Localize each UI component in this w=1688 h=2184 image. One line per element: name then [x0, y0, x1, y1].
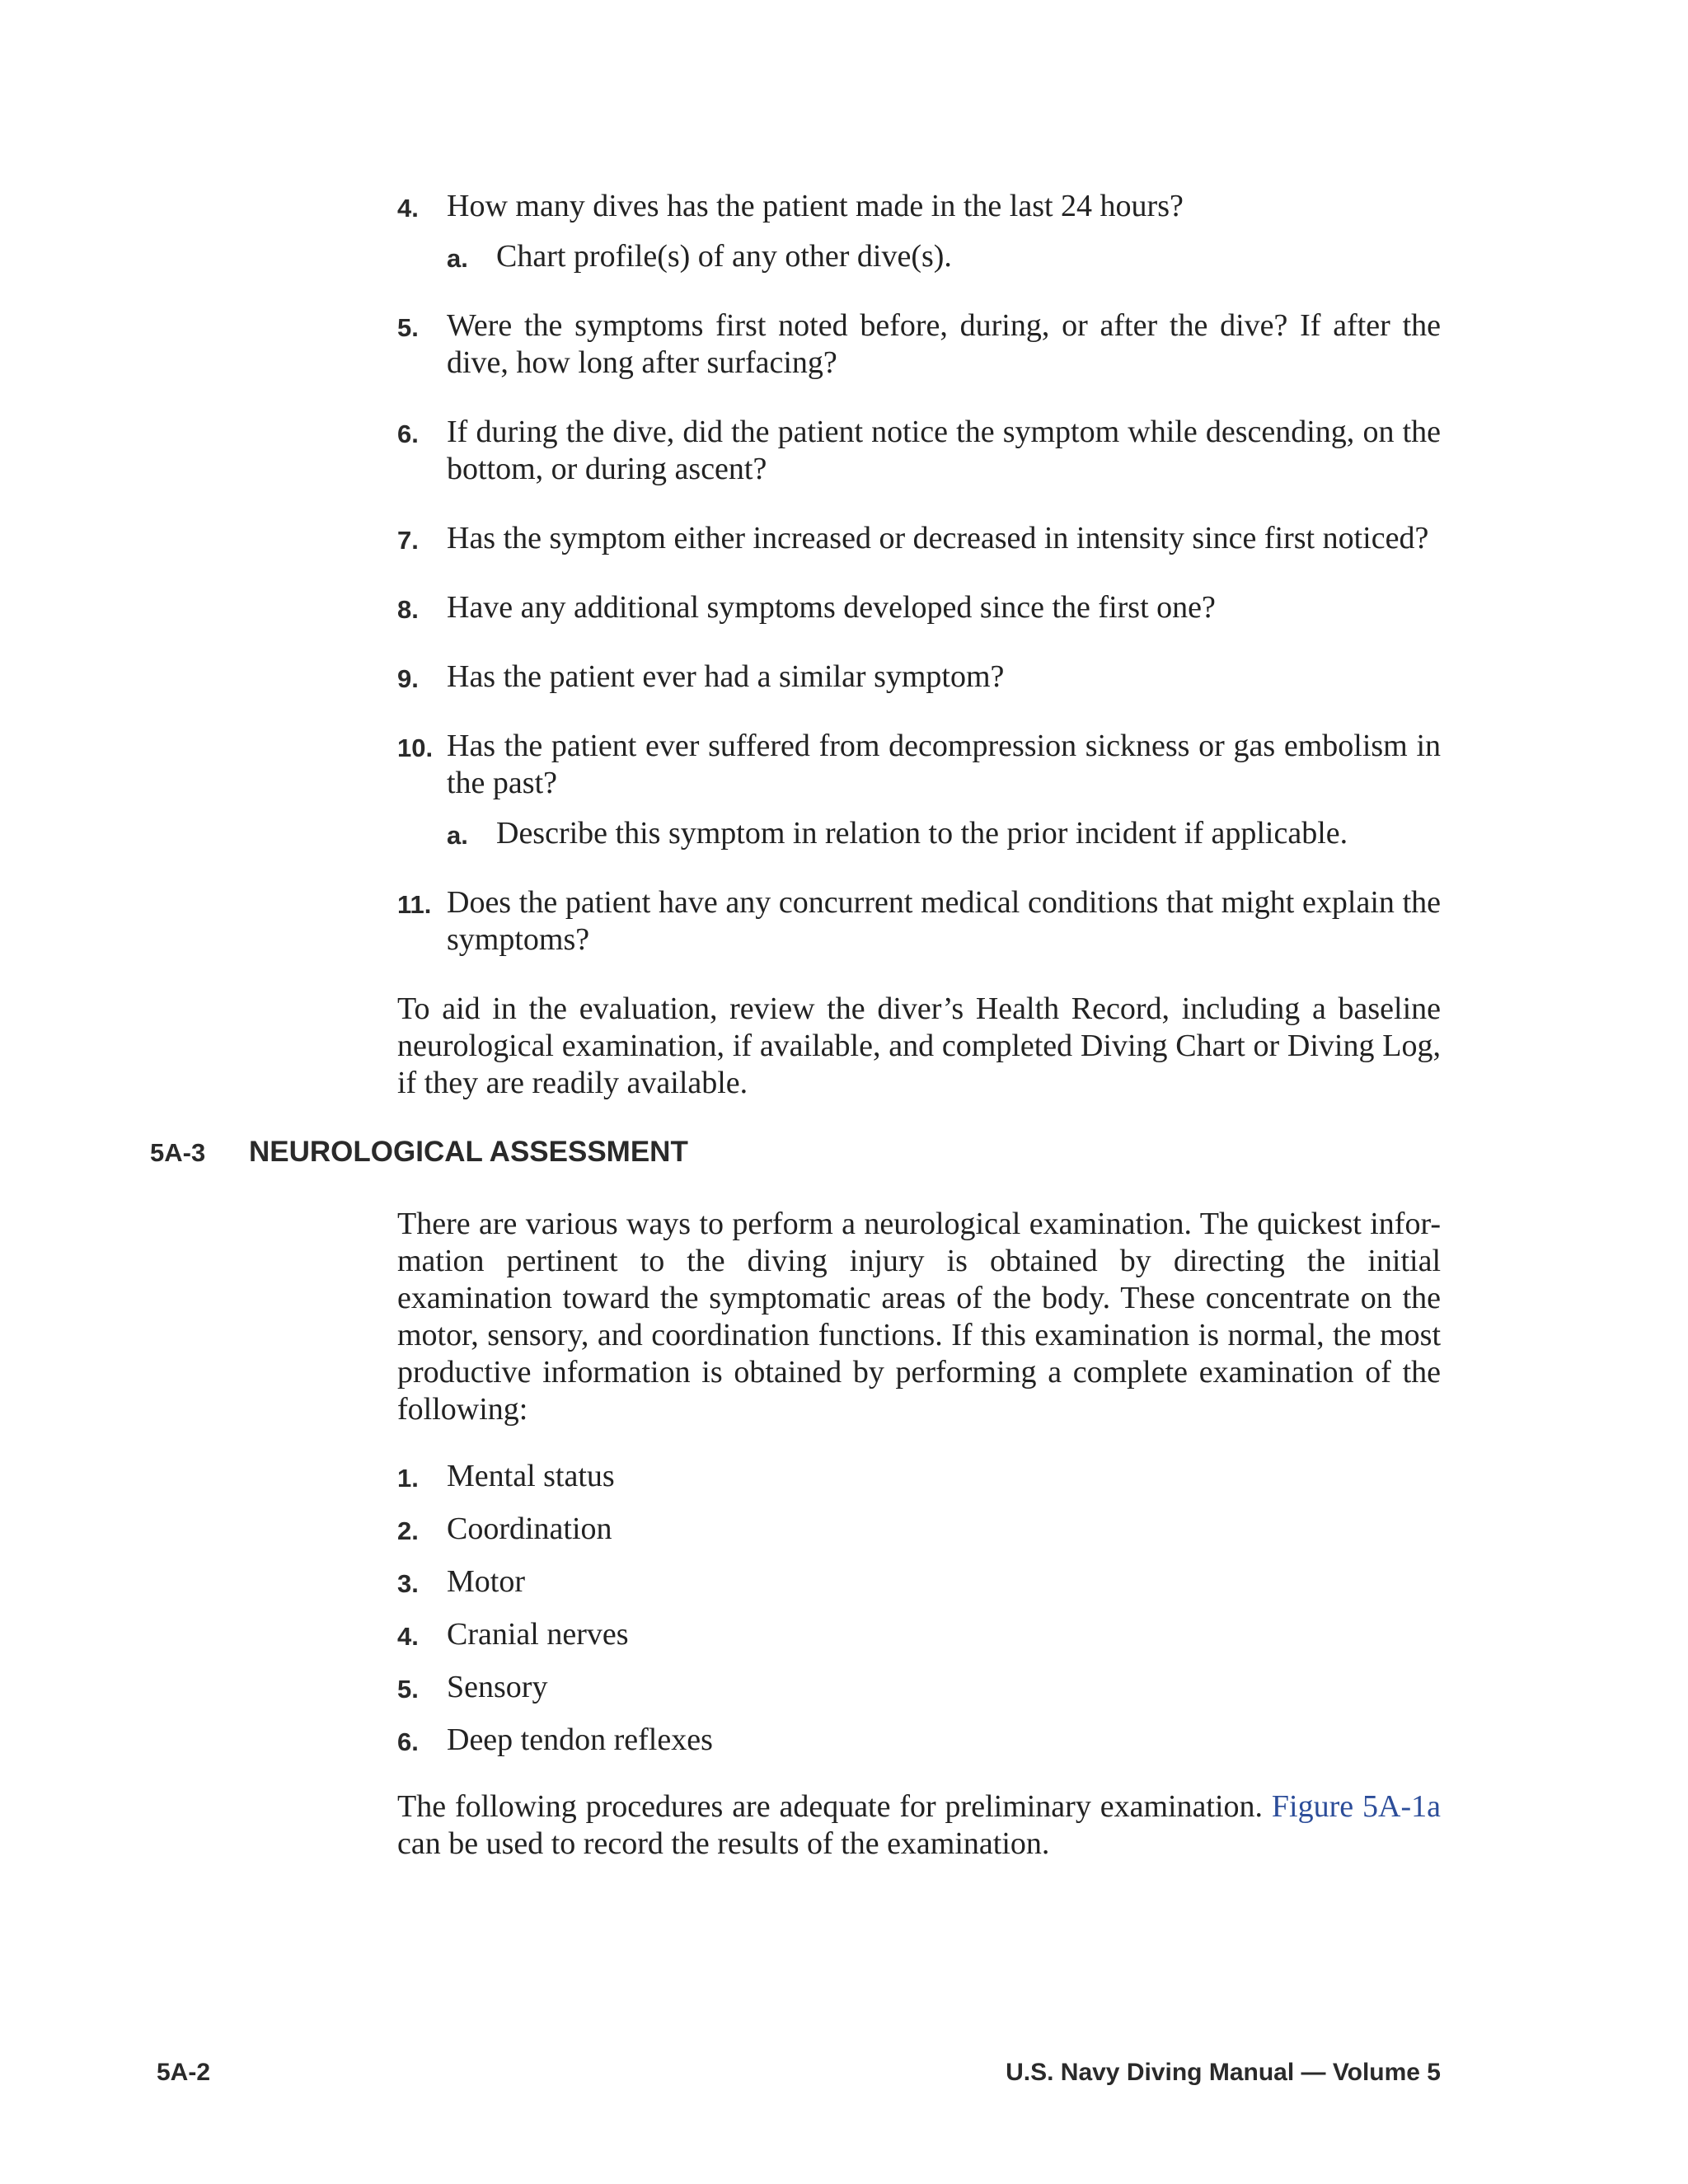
question-number: 5. — [397, 313, 419, 342]
exam-item-number: 2. — [397, 1516, 419, 1545]
exam-item — [397, 1458, 1441, 1495]
exam-item-number: 3. — [397, 1569, 419, 1598]
question-number: 10. — [397, 733, 434, 762]
question-list — [397, 188, 1441, 1132]
exam-item-text: Cranial nerves — [447, 1617, 629, 1652]
question-10 — [397, 728, 1441, 852]
question-text: Were the symptoms first noted before, during, or after the dive? If after the dive, how long after surfacing? — [447, 308, 1441, 380]
question-7 — [397, 520, 1441, 557]
question-text: If during the dive, did the patient notice the symptom while descending, on the bottom, or during ascent? — [447, 415, 1441, 486]
closing-text-after: can be used to record the results of the examination. — [397, 1826, 1050, 1861]
question-number: 7. — [397, 526, 419, 555]
section-body — [397, 1206, 1441, 1892]
exam-item-number: 1. — [397, 1464, 419, 1493]
question-text: Does the patient have any concurrent medical conditions that might explain the symptoms? — [447, 885, 1441, 957]
exam-item — [397, 1669, 1441, 1706]
question-10-subitem — [447, 815, 1441, 852]
exam-item — [397, 1616, 1441, 1653]
question-6 — [397, 414, 1441, 488]
exam-item — [397, 1511, 1441, 1548]
subitem-letter: a. — [447, 821, 468, 850]
exam-item-text: Mental status — [447, 1459, 615, 1493]
question-4 — [397, 188, 1441, 275]
question-5 — [397, 307, 1441, 382]
exam-item-number: 4. — [397, 1622, 419, 1651]
question-text: Have any additional symptoms developed since the first one? — [447, 590, 1216, 625]
page-number: 5A-2 — [157, 2059, 211, 2086]
question-4-subitem — [447, 238, 1441, 275]
exam-item — [397, 1563, 1441, 1601]
closing-text-before: The following procedures are adequate for preliminary examination. — [397, 1789, 1272, 1824]
manual-title: U.S. Navy Diving Manual — Volume 5 — [1006, 2059, 1441, 2086]
closing-paragraph — [397, 1788, 1441, 1863]
section-title: NEUROLOGICAL ASSESSMENT — [249, 1136, 688, 1168]
exam-item-number: 6. — [397, 1727, 419, 1756]
exam-item-text: Motor — [447, 1564, 525, 1599]
question-number: 4. — [397, 194, 419, 223]
subitem-text: Describe this symptom in relation to the prior incident if applicable. — [496, 816, 1348, 851]
question-number: 11. — [397, 890, 432, 919]
question-text: Has the symptom either increased or decreased in intensity since first noticed? — [447, 521, 1429, 555]
question-text: Has the patient ever had a similar symptom? — [447, 659, 1005, 694]
exam-item — [397, 1722, 1441, 1759]
question-9 — [397, 658, 1441, 696]
section-heading — [150, 1136, 688, 1169]
question-8 — [397, 589, 1441, 626]
question-text: How many dives has the patient made in the last 24 hours? — [447, 189, 1184, 223]
subitem-letter: a. — [447, 244, 468, 273]
question-text: Has the patient ever suffered from decompression sickness or gas embolism in the past? — [447, 729, 1441, 800]
section-number: 5A-3 — [150, 1138, 206, 1167]
review-paragraph: To aid in the evaluation, review the diver’s Health Record, including a baseline neurological examination, if available, and completed Diving Chart or Diving Log, if they are readily available. — [397, 991, 1441, 1100]
exam-item-text: Deep tendon reflexes — [447, 1722, 713, 1757]
exam-list — [397, 1458, 1441, 1759]
exam-item-text: Sensory — [447, 1670, 548, 1704]
figure-link[interactable]: Figure 5A-1a — [1271, 1789, 1441, 1824]
question-number: 8. — [397, 595, 419, 624]
exam-item-text: Coordination — [447, 1511, 612, 1546]
question-number: 9. — [397, 664, 419, 693]
question-11 — [397, 884, 1441, 958]
subitem-text: Chart profile(s) of any other dive(s). — [496, 239, 952, 274]
exam-item-number: 5. — [397, 1675, 419, 1704]
intro-paragraph: There are various ways to perform a neurological examination. The quickest infor-mation pertinent to the diving injury is obtained by directing the initial examination toward the symptomatic areas of the body. These concentrate on the motor, sensory, and coordination functions. If this examination is normal, the most productive information is obtained by performing a complete examination of the following: — [397, 1207, 1441, 1427]
question-number: 6. — [397, 419, 419, 448]
